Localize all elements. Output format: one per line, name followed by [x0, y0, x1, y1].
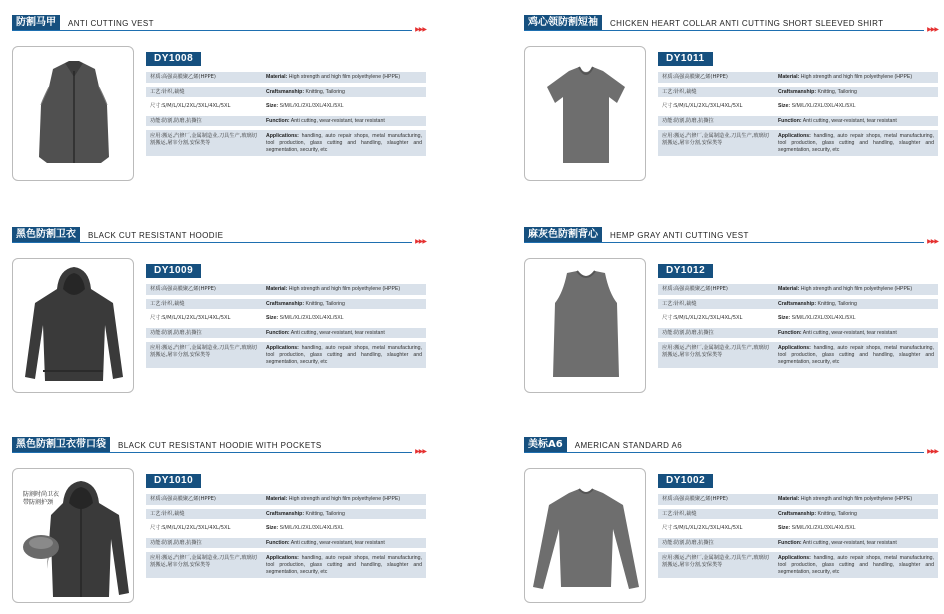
spec-cn: 应用:搬运,汽修厂,金属制造业,刀具生产,玻璃切割搬运,屠宰分割,安保类等	[662, 345, 769, 358]
spec-cn: 材质:高强高膜聚乙烯(HPPE)	[662, 74, 728, 80]
spec-label: Material:	[778, 286, 800, 292]
product-image-frame	[12, 468, 134, 603]
cn-title-badge: 黑色防割卫衣带口袋	[12, 437, 110, 453]
spec-en: High strength and high film polyethylene (HPPE)	[800, 286, 913, 292]
spec-label: Applications:	[266, 133, 299, 140]
spec-cn: 功能:防割,防磨,抗撕拉	[150, 539, 202, 546]
garment-image	[13, 47, 134, 181]
product-image-frame	[524, 46, 646, 181]
spec-label: Function:	[778, 329, 802, 336]
spec-en: Knitting, Tailoring	[305, 510, 345, 517]
spec-cn: 材质:高强高膜聚乙烯(HPPE)	[662, 496, 728, 502]
spec-row-craft	[658, 509, 938, 520]
spec-label: Material:	[266, 286, 288, 292]
header-rule	[524, 452, 924, 453]
product-card	[12, 227, 426, 417]
spec-row-function	[658, 538, 938, 549]
spec-en: handling, auto repair shops, metal manufacturing, tool production, glass cutting and handling, slaughter and segmentation, security, etc	[266, 133, 422, 153]
spec-label: Applications:	[266, 345, 299, 352]
spec-label: Craftsmanship:	[266, 510, 305, 517]
spec-en: S/M/L/XL/2XL/3XL/4XL/5XL	[279, 525, 344, 532]
garment-image	[13, 259, 134, 393]
spec-label: Size:	[266, 315, 279, 322]
spec-row-craft	[146, 299, 426, 310]
spec-en: High strength and high film polyethylene (HPPE)	[288, 496, 401, 502]
spec-en: Anti cutting, wear-resistant, tear resistant	[290, 329, 385, 336]
spec-label: Function:	[266, 117, 290, 124]
header-rule	[524, 242, 924, 243]
spec-label: Size:	[778, 525, 791, 532]
header-rule	[524, 30, 924, 31]
spec-row-material	[658, 72, 938, 83]
spec-en: handling, auto repair shops, metal manufacturing, tool production, glass cutting and handling, slaughter and segmentation, security, etc	[778, 133, 934, 153]
spec-row-function	[146, 538, 426, 549]
spec-table	[658, 72, 938, 156]
spec-table	[658, 284, 938, 368]
spec-en: High strength and high film polyethylene (HPPE)	[800, 496, 913, 502]
spec-row-applications	[146, 342, 426, 368]
product-image-frame	[524, 258, 646, 393]
spec-cn: 尺寸:S/M/L/XL/2XL/3XL/4XL/5XL	[662, 103, 743, 110]
spec-en: Anti cutting, wear-resistant, tear resistant	[802, 329, 897, 336]
spec-cn: 工艺:针织,裁缝	[150, 510, 185, 517]
spec-en: handling, auto repair shops, metal manufacturing, tool production, glass cutting and handling, slaughter and segmentation, security, etc	[778, 345, 934, 365]
product-header	[12, 437, 426, 453]
spec-en: handling, auto repair shops, metal manufacturing, tool production, glass cutting and handling, slaughter and segmentation, security, etc	[266, 555, 422, 575]
spec-label: Function:	[778, 539, 802, 546]
spec-cn: 应用:搬运,汽修厂,金属制造业,刀具生产,玻璃切割搬运,屠宰分割,安保类等	[150, 133, 257, 146]
spec-row-size	[658, 313, 938, 324]
spec-label: Size:	[778, 103, 791, 110]
spec-label: Craftsmanship:	[266, 300, 305, 307]
product-code: DY1011	[658, 52, 713, 66]
spec-row-craft	[146, 87, 426, 98]
product-card	[524, 227, 938, 417]
en-title: BLACK CUT RESISTANT HOODIE	[88, 230, 224, 240]
product-header	[12, 227, 426, 243]
spec-label: Size:	[778, 315, 791, 322]
cn-title-badge: 黑色防割卫衣	[12, 227, 80, 243]
spec-label: Size:	[266, 103, 279, 110]
spec-label: Size:	[266, 525, 279, 532]
spec-row-craft	[146, 509, 426, 520]
spec-label: Applications:	[778, 133, 811, 140]
product-code: DY1002	[658, 474, 713, 488]
product-header	[524, 15, 938, 31]
spec-en: Anti cutting, wear-resistant, tear resistant	[290, 539, 385, 546]
en-title: ANTI CUTTING VEST	[68, 18, 154, 28]
spec-en: Knitting, Tailoring	[817, 510, 857, 517]
spec-cn: 材质:高强高膜聚乙烯(HPPE)	[150, 74, 216, 80]
spec-label: Craftsmanship:	[778, 88, 817, 95]
spec-en: S/M/L/XL/2XL/3XL/4XL/5XL	[791, 103, 856, 110]
spec-label: Craftsmanship:	[778, 300, 817, 307]
product-code: DY1010	[146, 474, 201, 488]
spec-en: Anti cutting, wear-resistant, tear resistant	[802, 539, 897, 546]
spec-row-material	[146, 284, 426, 295]
garment-image	[13, 469, 134, 603]
spec-en: Knitting, Tailoring	[817, 88, 857, 95]
spec-row-applications	[146, 552, 426, 578]
spec-table	[658, 494, 938, 578]
spec-row-material	[146, 494, 426, 505]
spec-label: Material:	[778, 74, 800, 80]
en-title: HEMP GRAY ANTI CUTTING VEST	[610, 230, 749, 240]
en-title: CHICKEN HEART COLLAR ANTI CUTTING SHORT SLEEVED SHIRT	[610, 18, 884, 28]
arrow-icon: ▶▶▶	[415, 449, 426, 455]
spec-label: Function:	[266, 329, 290, 336]
spec-en: High strength and high film polyethylene (HPPE)	[288, 74, 401, 80]
en-title: BLACK CUT RESISTANT HOODIE WITH POCKETS	[118, 440, 322, 450]
header-rule	[12, 242, 412, 243]
spec-cn: 工艺:针织,裁缝	[662, 88, 697, 95]
spec-cn: 材质:高强高膜聚乙烯(HPPE)	[150, 286, 216, 292]
product-image-frame	[12, 46, 134, 181]
spec-en: S/M/L/XL/2XL/3XL/4XL/5XL	[791, 525, 856, 532]
spec-row-applications	[658, 130, 938, 156]
product-code: DY1012	[658, 264, 713, 278]
spec-cn: 材质:高强高膜聚乙烯(HPPE)	[150, 496, 216, 502]
arrow-icon: ▶▶▶	[927, 239, 938, 245]
spec-label: Applications:	[778, 555, 811, 562]
spec-cn: 应用:搬运,汽修厂,金属制造业,刀具生产,玻璃切割搬运,屠宰分割,安保类等	[662, 133, 769, 146]
en-title: AMERICAN STANDARD A6	[574, 440, 683, 450]
product-code: DY1009	[146, 264, 201, 278]
garment-image	[525, 259, 646, 393]
spec-row-size	[146, 101, 426, 112]
spec-table	[146, 72, 426, 156]
header-rule	[12, 452, 412, 453]
spec-row-function	[146, 116, 426, 127]
spec-en: Anti cutting, wear-resistant, tear resistant	[290, 117, 385, 124]
spec-row-function	[658, 328, 938, 339]
spec-row-applications	[658, 552, 938, 578]
spec-label: Material:	[266, 496, 288, 502]
spec-cn: 尺寸:S/M/L/XL/2XL/3XL/4XL/5XL	[150, 103, 231, 110]
spec-en: handling, auto repair shops, metal manufacturing, tool production, glass cutting and handling, slaughter and segmentation, security, etc	[266, 345, 422, 365]
spec-cn: 尺寸:S/M/L/XL/2XL/3XL/4XL/5XL	[150, 525, 231, 532]
spec-label: Craftsmanship:	[778, 510, 817, 517]
spec-row-material	[658, 494, 938, 505]
spec-en: S/M/L/XL/2XL/3XL/4XL/5XL	[279, 315, 344, 322]
arrow-icon: ▶▶▶	[927, 27, 938, 33]
spec-row-size	[146, 313, 426, 324]
spec-en: S/M/L/XL/2XL/3XL/4XL/5XL	[791, 315, 856, 322]
spec-cn: 工艺:针织,裁缝	[662, 300, 697, 307]
product-code: DY1008	[146, 52, 201, 66]
arrow-icon: ▶▶▶	[415, 27, 426, 33]
spec-en: Knitting, Tailoring	[305, 88, 345, 95]
spec-row-function	[658, 116, 938, 127]
spec-table	[146, 284, 426, 368]
spec-row-size	[658, 101, 938, 112]
garment-image	[525, 469, 646, 603]
spec-label: Function:	[778, 117, 802, 124]
spec-cn: 应用:搬运,汽修厂,金属制造业,刀具生产,玻璃切割搬运,屠宰分割,安保类等	[150, 555, 257, 568]
spec-cn: 功能:防割,防磨,抗撕拉	[662, 117, 714, 124]
spec-row-material	[658, 284, 938, 295]
spec-label: Applications:	[266, 555, 299, 562]
spec-row-applications	[146, 130, 426, 156]
cn-title-badge: 麻灰色防割背心	[524, 227, 602, 243]
product-card	[524, 15, 938, 205]
product-card	[12, 15, 426, 205]
spec-row-size	[658, 523, 938, 534]
spec-cn: 工艺:针织,裁缝	[150, 88, 185, 95]
spec-cn: 功能:防割,防磨,抗撕拉	[150, 117, 202, 124]
spec-cn: 功能:防割,防磨,抗撕拉	[662, 329, 714, 336]
spec-cn: 应用:搬运,汽修厂,金属制造业,刀具生产,玻璃切割搬运,屠宰分割,安保类等	[662, 555, 769, 568]
cn-title-badge: 防割马甲	[12, 15, 60, 31]
product-header	[524, 437, 938, 453]
spec-cn: 功能:防割,防磨,抗撕拉	[662, 539, 714, 546]
cn-title-badge: 鸡心领防割短袖	[524, 15, 602, 31]
spec-label: Applications:	[778, 345, 811, 352]
spec-cn: 尺寸:S/M/L/XL/2XL/3XL/4XL/5XL	[150, 315, 231, 322]
spec-cn: 工艺:针织,裁缝	[662, 510, 697, 517]
arrow-icon: ▶▶▶	[415, 239, 426, 245]
product-image-frame	[524, 468, 646, 603]
spec-row-function	[146, 328, 426, 339]
spec-en: handling, auto repair shops, metal manufacturing, tool production, glass cutting and handling, slaughter and segmentation, security, etc	[778, 555, 934, 575]
spec-label: Function:	[266, 539, 290, 546]
spec-table	[146, 494, 426, 578]
cn-title-badge: 美标A6	[524, 437, 567, 453]
spec-cn: 功能:防割,防磨,抗撕拉	[150, 329, 202, 336]
spec-row-size	[146, 523, 426, 534]
spec-cn: 尺寸:S/M/L/XL/2XL/3XL/4XL/5XL	[662, 315, 743, 322]
spec-label: Material:	[266, 74, 288, 80]
product-header	[12, 15, 426, 31]
spec-row-material	[146, 72, 426, 83]
product-header	[524, 227, 938, 243]
garment-image	[525, 47, 646, 181]
spec-en: Knitting, Tailoring	[817, 300, 857, 307]
spec-cn: 应用:搬运,汽修厂,金属制造业,刀具生产,玻璃切割搬运,屠宰分割,安保类等	[150, 345, 257, 358]
spec-en: Anti cutting, wear-resistant, tear resistant	[802, 117, 897, 124]
product-card	[12, 437, 426, 614]
spec-label: Craftsmanship:	[266, 88, 305, 95]
spec-row-craft	[658, 87, 938, 98]
spec-cn: 尺寸:S/M/L/XL/2XL/3XL/4XL/5XL	[662, 525, 743, 532]
spec-row-craft	[658, 299, 938, 310]
product-image-frame	[12, 258, 134, 393]
spec-en: Knitting, Tailoring	[305, 300, 345, 307]
spec-label: Material:	[778, 496, 800, 502]
product-card	[524, 437, 938, 614]
spec-cn: 工艺:针织,裁缝	[150, 300, 185, 307]
spec-en: High strength and high film polyethylene (HPPE)	[288, 286, 401, 292]
spec-en: High strength and high film polyethylene (HPPE)	[800, 74, 913, 80]
header-rule	[12, 30, 412, 31]
spec-cn: 材质:高强高膜聚乙烯(HPPE)	[662, 286, 728, 292]
spec-row-applications	[658, 342, 938, 368]
spec-en: S/M/L/XL/2XL/3XL/4XL/5XL	[279, 103, 344, 110]
arrow-icon: ▶▶▶	[927, 449, 938, 455]
image-note: 防割时尚卫衣带防割护颈	[23, 491, 60, 506]
